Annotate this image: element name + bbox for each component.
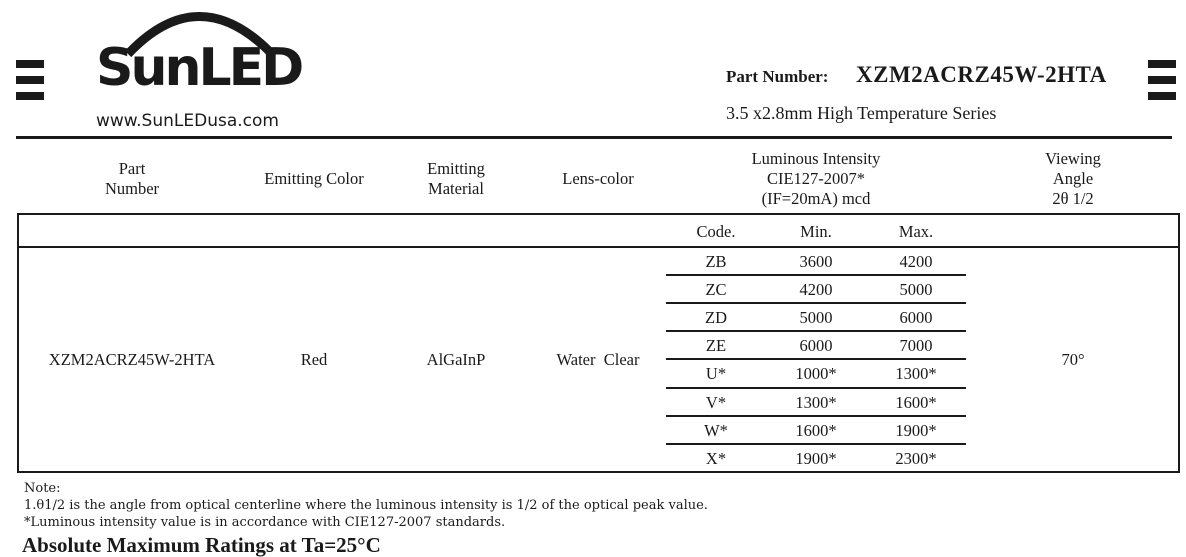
bin-row xyxy=(666,360,966,388)
bin-row xyxy=(666,276,966,304)
table-subheader-divider xyxy=(17,246,1180,248)
website-url[interactable]: www.SunLEDusa.com xyxy=(96,111,279,131)
bin-max: 1900* xyxy=(895,420,937,440)
bin-code: ZC xyxy=(705,280,727,300)
bin-max: 2300* xyxy=(895,448,937,468)
col-header-emitting-color: Emitting Color xyxy=(264,169,364,188)
note-line-1: 1.θ1/2 is the angle from optical centerline where the luminous intensity is 1/2 of the optical peak value. xyxy=(24,498,708,513)
part-number-label: Part Number: xyxy=(726,67,829,86)
bin-row xyxy=(666,332,966,360)
part-number-value: XZM2ACRZ45W-2HTA xyxy=(856,62,1107,87)
bin-row xyxy=(666,389,966,417)
header-divider xyxy=(16,136,1172,139)
bin-header-min: Min. xyxy=(800,222,832,241)
col-header-emitting-material: Emitting Material xyxy=(427,159,485,198)
bin-min: 4200 xyxy=(799,280,833,300)
bin-code: W* xyxy=(704,420,728,440)
row-emitting-material: AlGaInP xyxy=(426,350,486,369)
bin-code: ZD xyxy=(705,308,727,328)
spec-table xyxy=(17,213,1180,473)
bin-max: 1300* xyxy=(895,364,937,384)
bin-row xyxy=(666,248,966,276)
brand-logo: SunLED xyxy=(96,38,302,98)
bin-max: 4200 xyxy=(899,252,933,271)
row-emitting-color: Red xyxy=(300,350,328,369)
bin-min: 3600 xyxy=(799,252,833,271)
col-header-lens-color: Lens-color xyxy=(562,169,634,188)
bin-max: 6000 xyxy=(899,308,933,328)
bin-max: 1600* xyxy=(895,392,937,412)
col-header-viewing-angle: Viewing Angle 2θ 1/2 xyxy=(1045,149,1101,208)
section-heading: Absolute Maximum Ratings at Ta=25°C xyxy=(22,533,381,557)
bin-code: U* xyxy=(705,364,727,384)
bin-row xyxy=(666,417,966,445)
bin-min: 1900* xyxy=(795,448,837,468)
col-header-luminous-intensity: Luminous Intensity CIE127-2007* (IF=20mA) mcd xyxy=(751,149,881,208)
bin-code: V* xyxy=(705,392,727,412)
bin-row xyxy=(666,445,966,473)
series-title: 3.5 x2.8mm High Temperature Series xyxy=(726,103,997,123)
bin-max: 7000 xyxy=(899,336,933,356)
bin-code: X* xyxy=(705,448,727,468)
bin-min: 1300* xyxy=(795,392,837,412)
right-decorative-bars xyxy=(1148,60,1176,108)
bin-min: 6000 xyxy=(799,336,833,356)
left-decorative-bars xyxy=(16,60,44,108)
bin-min: 1000* xyxy=(795,364,837,384)
bin-code: ZE xyxy=(705,336,727,356)
row-part-number: XZM2ACRZ45W-2HTA xyxy=(48,350,216,369)
row-viewing-angle: 70° xyxy=(1061,350,1085,369)
bin-row xyxy=(666,304,966,332)
bin-header-code: Code. xyxy=(696,222,736,241)
bin-header-max: Max. xyxy=(898,222,934,241)
row-lens-color: Water Clear xyxy=(556,350,640,369)
bin-min: 1600* xyxy=(795,420,837,440)
bin-max: 5000 xyxy=(899,280,933,300)
col-header-part-number: Part Number xyxy=(104,159,160,198)
note-title: Note: xyxy=(24,481,61,496)
bin-min: 5000 xyxy=(799,308,833,328)
bin-code: ZB xyxy=(705,252,727,271)
note-line-2: *Luminous intensity value is in accordance with CIE127-2007 standards. xyxy=(24,515,506,530)
